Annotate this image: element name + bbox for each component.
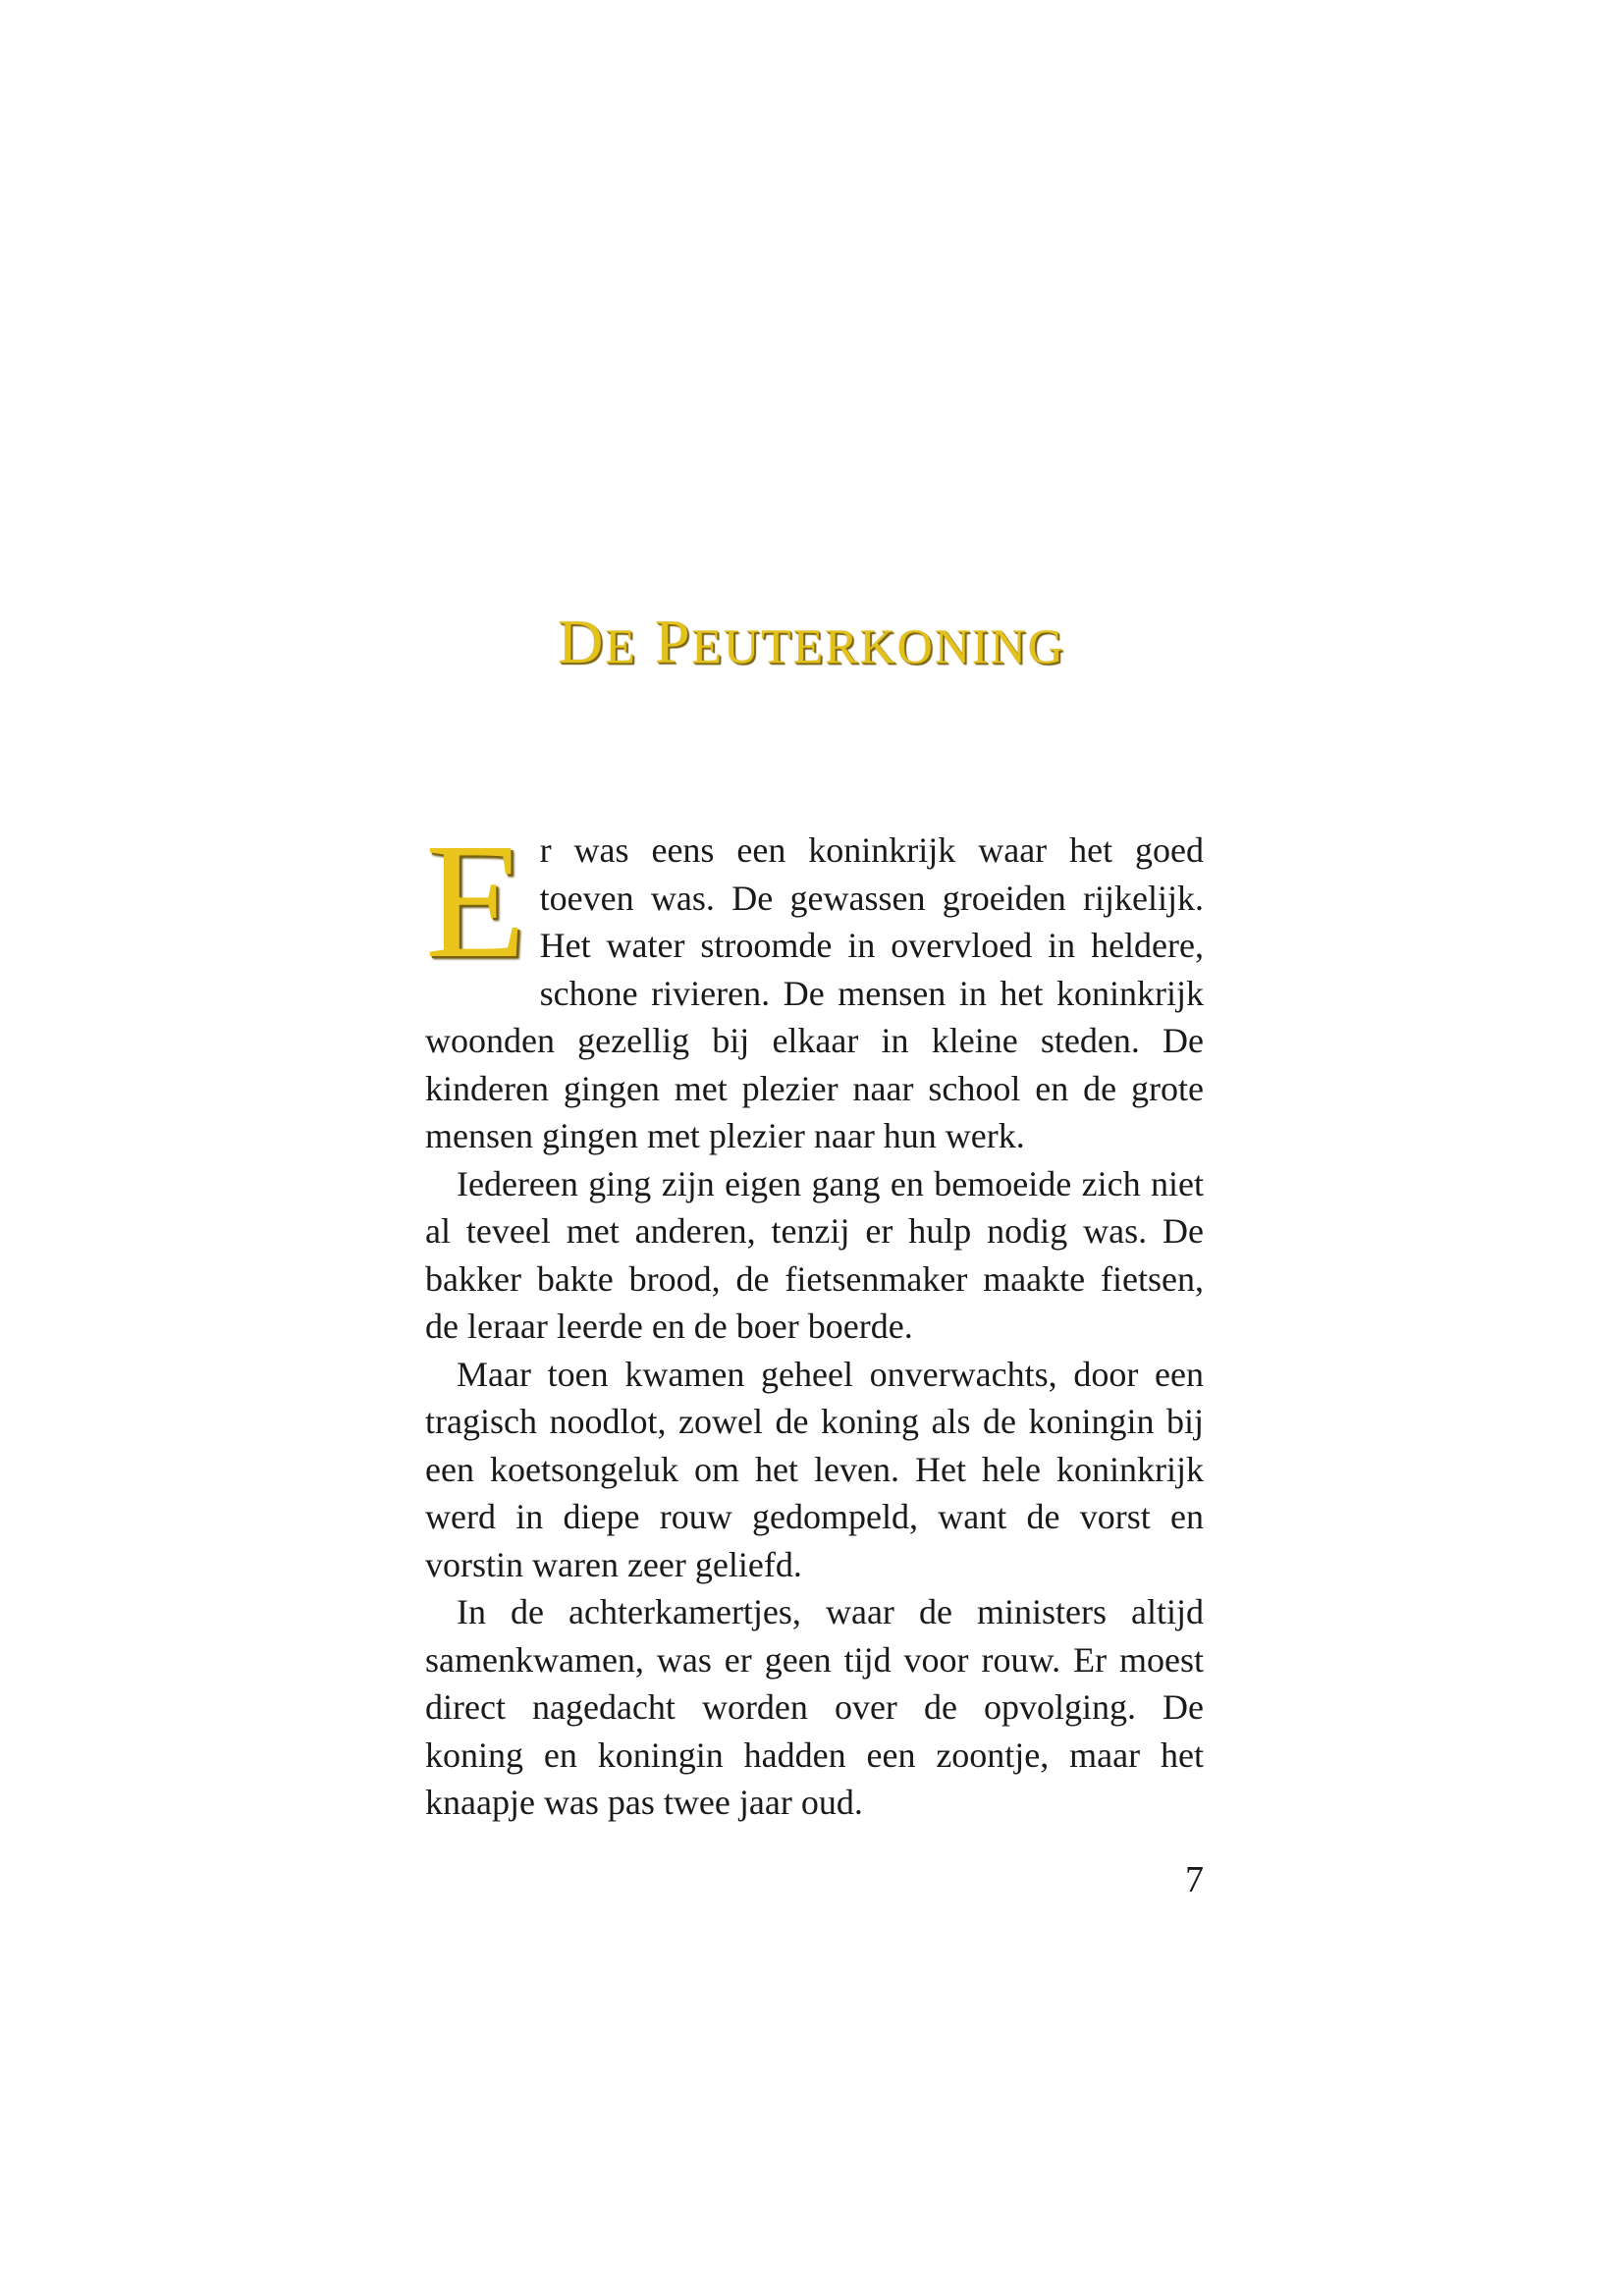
paragraph-1-text: r was eens een koninkrijk waar het goed toeven was. De gewassen groeiden rijkelijk. Het water stroomde in overvloed in heldere, schone rivieren. De mensen in het koninkrijk woonden gezellig bij elkaar in kleine steden. De kinderen gingen met plezier naar school en de grote mensen gingen met plezier naar hun werk. bbox=[425, 830, 1204, 1155]
paragraph-1 bbox=[425, 810, 1204, 1160]
chapter-title bbox=[0, 607, 1623, 676]
story-text bbox=[425, 810, 1204, 1827]
chapter-title-initial-2: P bbox=[654, 607, 692, 676]
chapter-title-initial-1: D bbox=[558, 607, 606, 676]
paragraph-3: Maar toen kwamen geheel onverwachts, door een tragisch noodlot, zowel de koning als de koningin bij een koetsongeluk om het leven. Het hele koninkrijk werd in diepe rouw gedompeld, want de vorst en vorstin waren zeer geliefd. bbox=[425, 1354, 1204, 1584]
chapter-title-rest-1: E bbox=[605, 618, 637, 673]
page-number: 7 bbox=[1185, 1859, 1204, 1900]
paragraph-4: In de achterkamertjes, waar de ministers altijd samenkwamen, was er geen tijd voor rouw. Er moest direct nagedacht worden over de opvolging. De koning en koningin hadden een zoontje, maar het knaapje was pas twee jaar oud. bbox=[425, 1592, 1204, 1822]
drop-cap: E bbox=[425, 810, 526, 992]
chapter-title-rest-2: EUTERKONING bbox=[691, 618, 1065, 673]
paragraph-2: Iedereen ging zijn eigen gang en bemoeide zich niet al teveel met anderen, tenzij er hulp nodig was. De bakker bakte brood, de fietsenmaker maakte fietsen, de leraar leerde en de boer boerde. bbox=[425, 1163, 1204, 1346]
